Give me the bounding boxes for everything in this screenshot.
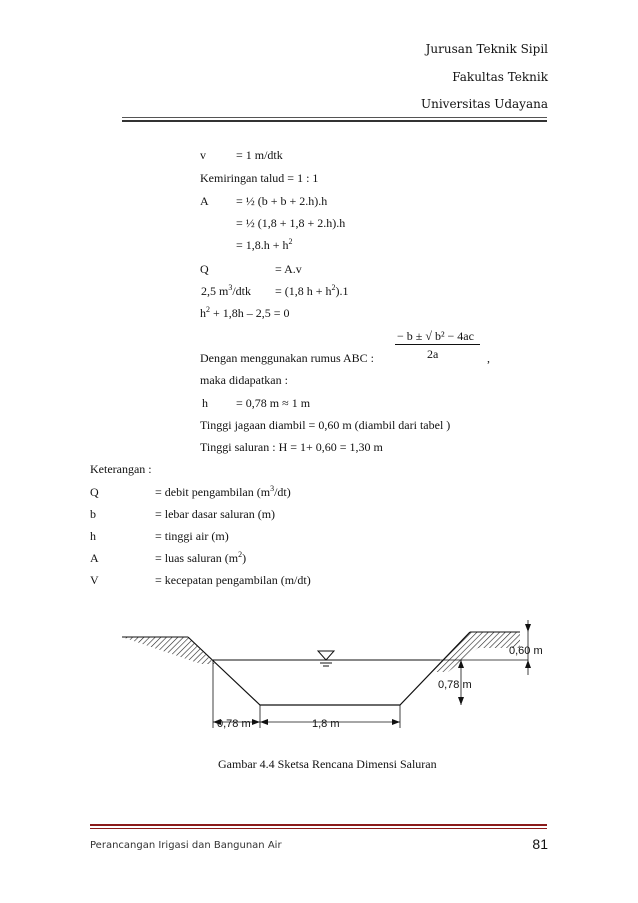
footer-rule-thin xyxy=(90,828,547,829)
legend-description: = kecepatan pengambilan (m/dt) xyxy=(155,573,311,587)
header-university: Universitas Udayana xyxy=(420,97,548,111)
quadratic-equation: $h^2 + 1,8h - 2,5 = 0$ xyxy=(200,305,290,320)
right-embankment-hatch xyxy=(430,632,520,672)
legend-symbol: b xyxy=(90,507,96,521)
Q-label: Q xyxy=(200,262,209,276)
legend-symbol: h xyxy=(90,529,96,543)
left-embankment-hatch xyxy=(122,637,215,664)
slope-width-label: 0,78 m xyxy=(217,718,251,730)
A-label: A xyxy=(200,194,209,208)
legend-description: = luas saluran $(m^2)$ xyxy=(155,550,247,565)
legend-symbol: V xyxy=(90,573,99,587)
header-department: Jurusan Teknik Sipil xyxy=(425,42,548,56)
A-eq1: = ½ (b + b + 2.h).h xyxy=(236,194,328,208)
legend-symbol: A xyxy=(90,551,99,565)
q-rhs: = (1,8 $h + h^2).1$ xyxy=(275,283,349,298)
legend-description: = tinggi air (m) xyxy=(155,529,229,543)
abc-denominator: 2a xyxy=(427,347,439,361)
abc-text: Dengan menggunakan rumus ABC : xyxy=(200,351,374,365)
channel-outline xyxy=(188,632,470,705)
header-faculty: Fakultas Teknik xyxy=(452,70,548,84)
kemiringan-talud: Kemiringan talud = 1 : 1 xyxy=(200,171,319,185)
maka-didapatkan: maka didapatkan : xyxy=(200,373,288,387)
v-label: v xyxy=(200,148,206,162)
water-level-symbol xyxy=(318,651,334,660)
abc-comma: , xyxy=(487,351,490,365)
q-value: 2,5 $m^3$/dtk xyxy=(201,283,252,298)
figure-caption: Gambar 4.4 Sketsa Rencana Dimensi Saluran xyxy=(218,757,437,771)
base-width-label: 1,8 m xyxy=(312,718,340,730)
legend-symbol: Q xyxy=(90,485,99,499)
h-label: h xyxy=(202,396,208,410)
v-value: = 1 m/dtk xyxy=(236,148,283,162)
freeboard-label: 0,60 m xyxy=(509,645,543,657)
legend-description: = debit pengambilan $(m^3/dt)$ xyxy=(155,484,291,499)
footer-title: Perancangan Irigasi dan Bangunan Air xyxy=(90,840,282,851)
legend-description: = lebar dasar saluran (m) xyxy=(155,507,276,521)
footer-rule-thick xyxy=(90,824,547,826)
abc-numerator: − b ± √ b² − 4ac xyxy=(397,329,474,343)
keterangan-title: Keterangan : xyxy=(90,462,152,476)
water-depth-label: 0,78 m xyxy=(438,679,472,691)
A-eq3: = $1,8.h + h^2$ xyxy=(236,237,293,252)
page-number: 81 xyxy=(532,836,548,852)
A-eq2: = ½ (1,8 + 1,8 + 2.h).h xyxy=(236,216,346,230)
h-value: = 0,78 m ≈ 1 m xyxy=(236,396,311,410)
tinggi-jagaan: Tinggi jagaan diambil = 0,60 m (diambil dari tabel ) xyxy=(200,418,451,432)
tinggi-saluran: Tinggi saluran : H = 1+ 0,60 = 1,30 m xyxy=(200,440,383,454)
Q-eq: = A.v xyxy=(275,262,302,276)
